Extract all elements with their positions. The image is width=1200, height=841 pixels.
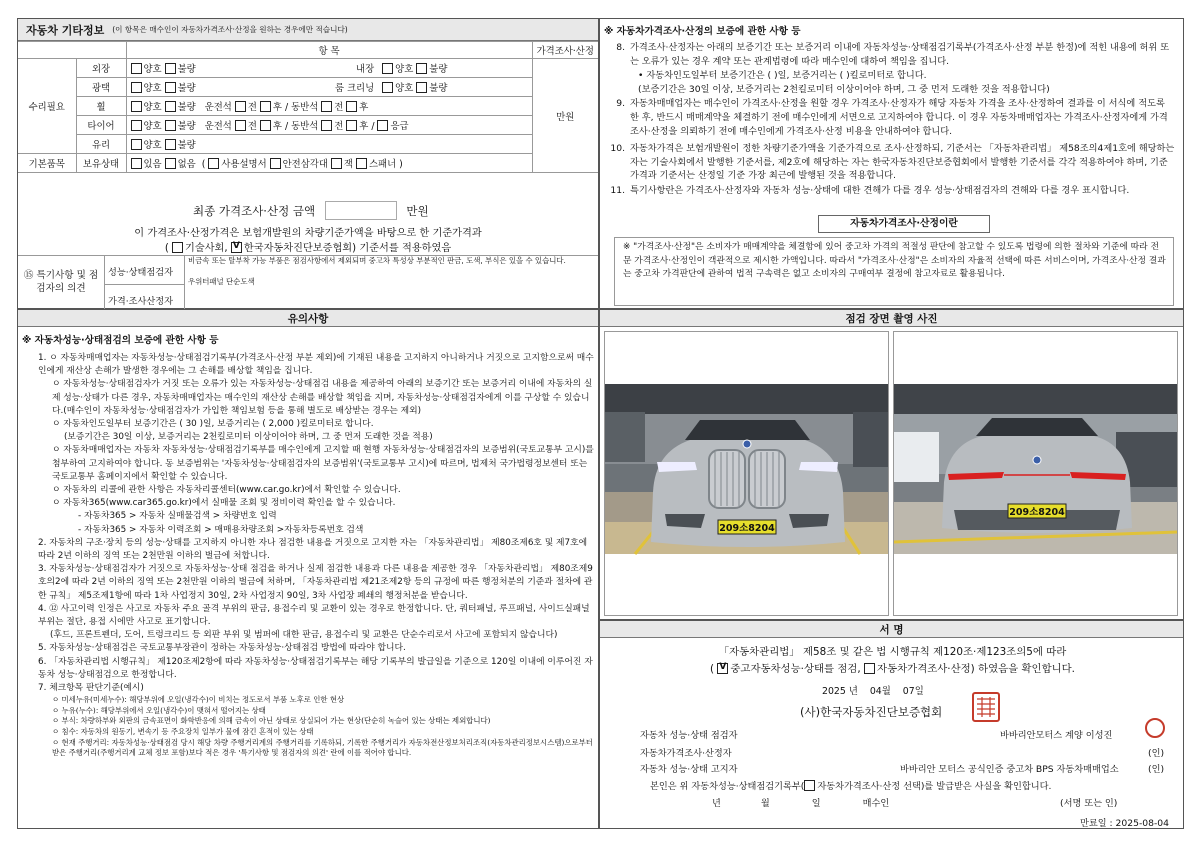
notifier-row: 자동차 성능·상태 고지자 (640, 764, 738, 775)
note-3: 3. 자동차성능·상태점검자가 거짓으로 자동차성능·상태 점검을 하거나 실제 점검한 내용과 다른 내용을 제공한 경우 「자동차관리법」 제80조제9호의2에 따라 2년 이하의 징역 또는 2천만원 이하의 벌금에 처하며, 「자동차관리법 제21조제2항 등의 규정에 따른 행정처분의 기준과 절차에 관한 규칙」 제5조제1항에 따라 1차 사업정지 30일, 2차 사업정지 90일, 3차 사업장 폐쇄의 행정처분을 받습니다. (38, 564, 593, 601)
signature-date: 2025 년 04월 07일 (822, 686, 924, 697)
row-wheel: 휠 (76, 97, 126, 116)
col-item-header: 항 목 (126, 42, 532, 59)
checkbox-spanner[interactable] (356, 158, 367, 169)
checkbox-triangle[interactable] (270, 158, 281, 169)
perf-inspector-row: 자동차 성능·상태 점검자 (640, 730, 738, 741)
car-rear-image (894, 332, 1177, 615)
checkbox-exterior-bad[interactable] (165, 63, 176, 74)
basis-line-1: 이 가격조사·산정가격은 보험개발원의 차량기준가액을 바탕으로 한 기준가격과 (134, 228, 482, 239)
association-name: (사)한국자동차진단보증협회 (800, 705, 943, 719)
photo-section (599, 309, 1184, 620)
note-1-3-sub: (보증기간은 30일 이상, 보증거리는 2천킬로미터 이상이어야 하며, 그 중 먼저 도래한 것을 적용) (64, 432, 433, 443)
checkbox-gisulsa[interactable] (172, 242, 183, 253)
note-4-sub: (후드, 프론트펜더, 도어, 트렁크리드 등 외판 부위 및 범퍼에 대한 판금, 용접수리 및 교환은 단순수리로서 사고에 포함되지 않습니다) (50, 630, 558, 641)
front-plate: 209소8204 (719, 523, 775, 534)
checkbox-price-assessment[interactable] (864, 663, 875, 674)
checkbox-room-bad[interactable] (416, 82, 427, 93)
checkbox-kadaa[interactable] (231, 242, 242, 253)
final-price-label: 최종 가격조사·산정 금액 (193, 204, 316, 218)
note-1-4: ㅇ 자동차매매업자는 자동차 자동차성능·상태점검기록부를 매수인에게 고지할 때 현행 자동차성능·상태점검자의 보증범위(국토교통부 고시)를 첨부하여 고지하여야 합니다. 동 보증범위는 '자동차성능·상태점검자의 보증범위'(국토교통부 고시)에 따르며, 법제처 국가법령정보센터 또는 국토교통부 홈페이지에서 확인할 수 있습니다. (52, 445, 594, 482)
checkbox-gloss-good[interactable] (131, 82, 142, 93)
row-tire: 타이어 (76, 116, 126, 135)
row-interior: 내장 (280, 59, 378, 78)
checkbox-wheel-passenger-rear[interactable] (346, 101, 357, 112)
etc-info-subtitle: (이 항목은 매수인이 자동차가격조사·산정을 원하는 경우에만 적습니다) (112, 25, 348, 34)
checkbox-wheel-driver-rear[interactable] (260, 101, 271, 112)
checkbox-wheel-passenger-front[interactable] (321, 101, 332, 112)
price-assessor-row: 자동차가격조사·산정자 (640, 748, 732, 759)
checkbox-gloss-bad[interactable] (165, 82, 176, 93)
checkbox-interior-bad[interactable] (416, 63, 427, 74)
checkbox-wheel-bad[interactable] (165, 101, 176, 112)
buyer-label: 매수인 (862, 798, 890, 809)
note-4: 4. ⑫ 사고이력 인정은 사고로 자동차 주요 골격 부위의 판금, 용접수리 및 교환이 있는 경우로 한정합니다. 단, 쿼터패널, 루프패널, 사이드실패널 부위는 절단, 용접 시에만 사고로 표기합니다. (38, 603, 590, 628)
notes-section (17, 309, 599, 829)
special-notes (18, 255, 598, 309)
checkbox-tire-passenger-rear[interactable] (346, 120, 357, 131)
expiry-date: 만료일 : 2025-08-04 (1080, 818, 1169, 829)
etc-info-section (17, 18, 599, 309)
criterion-leak: ㅇ 누유(누수): 해당부위에서 오일(냉각수)이 맺혀서 떨어지는 상태 (52, 705, 266, 715)
guarantee-item-8: 가격조사·산정자는 아래의 보증기간 또는 보증거리 이내에 자동차성능·상태점검기록부(가격조사·산정 부분 한정)에 적힌 내용에 허위 또는 오류가 있는 경우 계약 또는 관계법령에 따라 매수인에 대하여 책임을 집니다. (630, 42, 1170, 67)
criterion-mileage: ㅇ 현재 주행거리: 자동차성능·상태점검 당시 해당 차량 주행거리계의 주행거리를 기록하되, 기록한 주행거리가 자동차전산정보처리조직(자동차관리정보시스템)으로부터 받은 주행거리(주행거리계 교체 정보 포함)보다 적은 경우 '특기사항 및 점검자의 의견' 란에 이를 적어야 합니다. (52, 737, 593, 758)
checkbox-possession-none[interactable] (165, 158, 176, 169)
checkbox-jack[interactable] (331, 158, 342, 169)
checkbox-possession-have[interactable] (131, 158, 142, 169)
guarantee-item-8-note: (보증기간은 30일 이상, 보증거리는 2천킬로미터 이상이어야 하며, 그 중 먼저 도래한 것을 적용합니다) (638, 83, 1050, 95)
notes-subtitle: ※ 자동차성능·상태점검의 보증에 관한 사항 등 (22, 335, 219, 346)
price-assessment-definition-title: 자동차가격조사·산정이란 (818, 215, 990, 233)
signature-confirm-line: ( V중고자동차성능·상태를 점검, 자동차가격조사·산정) 하였음을 확인합니다. (600, 660, 1185, 675)
guarantee-item-10: 자동차가격은 보험개발원이 정한 차량기준가액을 기준가격으로 조사·산정하되, 기준서는 「자동차관리법」 제58조의4제1호에 해당하는 자는 기술사회에서 발행한 기준서를, 제2호에 해당하는 자는 한국자동차진단보증협회에서 발행한 기준서를 각각 적용하여야 하며, 기준가격과 기준서는 산정일 기준 가장 최근에 발행된 것을 적용합니다. (630, 143, 1175, 182)
col-price-header: 가격조사·산정 (532, 42, 598, 59)
buyer-signature: (서명 또는 인) (1060, 798, 1118, 809)
rear-plate: 209소8204 (1009, 507, 1065, 518)
perf-inspector-name: 바바리안모터스 계양 이성진 (1000, 730, 1113, 741)
note-7: 7. 체크항목 판단기준(예시) (38, 683, 144, 694)
category-repair: 수리필요 (18, 59, 76, 154)
final-price-row (193, 201, 429, 220)
note-1-5: ㅇ 자동차의 리콜에 관한 사항은 자동차리콜센터(www.car.go.kr)에서 확인할 수 있습니다. (52, 485, 401, 496)
final-price-input[interactable] (325, 201, 397, 220)
perf-inspector-note: 우위터패널 단순도색 (188, 277, 255, 286)
price-guarantee-section (599, 18, 1184, 309)
price-guarantee-title: ※ 자동차가격조사·산정의 보증에 관한 사항 등 (604, 26, 801, 37)
guarantee-item-11: 특기사항란은 가격조사·산정자와 자동차 성능·상태에 대한 견해가 다를 경우 성능·상태점검자의 견해와 다를 경우 표시합니다. (630, 184, 1130, 196)
price-unit: 만원 (532, 59, 598, 173)
checkbox-wheel-good[interactable] (131, 101, 142, 112)
checkbox-tire-driver-front[interactable] (235, 120, 246, 131)
category-basic: 기본품목 (18, 154, 76, 173)
note-1-6a: - 자동차365 > 자동차 실매물검색 > 차량번호 입력 (78, 511, 277, 522)
row-possession: 보유상태 (76, 154, 126, 173)
price-assessor-seal-mark: (인) (1148, 748, 1165, 759)
buyer-confirm-line: 본인은 위 자동차성능·상태점검기록부( 자동차가격조사·산정 선택)를 발급받은 사실을 확인합니다. (650, 781, 1052, 792)
checkbox-tire-emergency[interactable] (377, 120, 388, 131)
inspector-seal (1145, 718, 1165, 738)
note-1-6: ㅇ 자동차365(www.car365.go.kr)에서 실매물 조회 및 정비이력 확인을 할 수 있습니다. (52, 498, 396, 509)
checkbox-manual[interactable] (208, 158, 219, 169)
notifier-seal-mark: (인) (1148, 764, 1165, 775)
etc-info-header (18, 19, 598, 41)
price-assessment-definition: ※ "가격조사·산정"은 소비자가 매매계약을 체결함에 있어 중고차 가격의 적절성 판단에 참고할 수 있도록 법령에 의한 절차와 기준에 따라 전문 가격조사·산정인이 객관적으로 제시한 가액입니다. 따라서 "가격조사·산정"은 소비자의 자율적 선택에 따른 서비스이며, 가격조사·산정 결과는 중고차 가격판단에 관하여 법적 구속력은 없고 소비자의 구매여부 결정에 참고자료로 활용됩니다. (614, 237, 1174, 306)
photo-front (604, 331, 889, 616)
signature-title: 서 명 (879, 623, 904, 636)
guarantee-item-9: 자동차매매업자는 매수인이 가격조사·산정을 원할 경우 가격조사·산정자가 해당 자동차 가격을 조사·산정하여 결과를 이 서식에 적도록 한 후, 반드시 매매계약을 체결하기 전에 매수인에게 서면으로 고지하여야 합니다. 이 경우 자동차매매업자는 가격조사·산정자에게 가격조사·산정을 의뢰하기 전에 매수인에게 가격조사·산정 비용을 안내하여야 합니다. (630, 98, 1168, 137)
photo-title: 점검 장면 촬영 사진 (845, 312, 938, 325)
photo-header (600, 310, 1183, 327)
checkbox-interior-good[interactable] (382, 63, 393, 74)
price-assessor-label: 가격·조사산정자 (105, 285, 185, 310)
note-1-6b: - 자동차365 > 자동차 이력조회 > 매매용차량조회 >자동차등록번호 검색 (78, 524, 364, 535)
special-label: ⑮ 특기사항 및 점검자의 의견 (18, 256, 105, 310)
criterion-corrosion: ㅇ 부식: 차량하부와 외판의 금속표면이 화학반응에 의해 금속이 아닌 상태로 상실되어 가는 현상(단순히 녹슬어 있는 상태는 제외합니다) (52, 716, 491, 726)
checkbox-buyer-price-assessment[interactable] (804, 780, 815, 791)
row-exterior: 외장 (76, 59, 126, 78)
note-6: 6. 「자동차관리법 시행규칙」 제120조제2항에 따라 자동차성능·상태점검기록부는 해당 기록부의 발급일을 기준으로 120일 이내에 이루어진 자동차 성능·상태점검으로 한정합니다. (38, 656, 593, 680)
etc-info-table: 항 목 가격조사·산정 수리필요 외장 양호 불량 내장 양호 불량 만원 광택 양호 불량 룸 크리닝 양호 불량 휠 양호 불량 운전석 전 후 / 동반석 전 후 타이어 양호 불량 운전석 전 후 / 동반석 전 후 / 응급 유리 양호 불량 기본품목 보유상태 있음 없음 ( 사용설명서 안전삼각대 잭 스패너 ) (18, 41, 598, 173)
row-gloss: 광택 (76, 78, 126, 97)
signature-header (600, 621, 1183, 638)
price-guarantee-items: 8. 가격조사·산정자는 아래의 보증기간 또는 보증거리 이내에 자동차성능·상태점검기록부(가격조사·산정 부분 한정)에 적힌 내용에 허위 또는 오류가 있는 경우 계약 또는 관계법령에 따라 매수인에 대하여 책임을 집니다. • 자동차인도일부터 보증기간은 ( )일, 보증거리는 ( )킬로미터로 합니다. (보증기간은 30일 이상, 보증거리는 2천킬로미터 이상이어야 하며, 그 중 먼저 도래한 것을 적용합니다) 9. 자동차매매업자는 매수인이 가격조사·산정을 원할 경우 가격조사·산정자가 해당 자동차 가격을 조사·산정하여 결과를 이 서식에 적도록 한 후, 반드시 매매계약을 체결하기 전에 매수인에게 서면으로 고지하여야 합니다. 이 경우 자동차매매업자는 가격조사·산정자에게 가격조사·산정을 의뢰하기 전에 매수인에게 가격조사·산정 비용을 안내하여야 합니다. 10. 자동차가격은 보험개발원이 정한 차량기준가액을 기준가격으로 조사·산정하되, 기준서는 「자동차관리법」 제58조의4제1호에 해당하는 자는 기술사회에서 발행한 기준서를, 제2호에 해당하는 자는 한국자동차진단보증협회에서 발행한 기준서를 각각 적용하여야 하며, 기준가격과 기준서는 산정일 기준 가장 최근에 발행된 것을 적용합니다. 11. 특기사항란은 가격조사·산정자와 자동차 성능·상태에 대한 견해가 다를 경우 성능·상태점검자의 견해와 다를 경우 표시합니다. (608, 41, 1176, 198)
notes-body (38, 352, 594, 759)
row-glass: 유리 (76, 135, 126, 154)
note-2: 2. 자동차의 구조·장치 등의 성능·상태를 고지하지 아니한 자나 점검한 내용을 거짓으로 고지한 자는 「자동차관리법」 제80조제6호 및 제7호에 따라 2년 이하의 징역 또는 2천만원 이하의 벌금에 처합니다. (38, 537, 588, 562)
criterion-flood: ㅇ 침수: 자동차의 원동기, 변속기 등 주요장치 일부가 물에 잠긴 흔적이 있는 상태 (52, 727, 314, 737)
notes-header (18, 310, 598, 327)
perf-inspector-opinion: 비금속 또는 탈부착 가능 부품은 점검사항에서 제외되며 중고차 특성상 부분적인 판금, 도색, 부식은 있을 수 있습니다. (188, 256, 566, 265)
checkbox-perf-inspection[interactable] (717, 663, 728, 674)
checkbox-wheel-driver-front[interactable] (235, 101, 246, 112)
note-5: 5. 자동차성능·상태점검은 국토교통부장관이 정하는 자동차성능·상태점검 방법에 따라야 합니다. (38, 643, 406, 654)
checkbox-glass-good[interactable] (131, 139, 142, 150)
checkbox-room-good[interactable] (382, 82, 393, 93)
checkbox-tire-good[interactable] (131, 120, 142, 131)
note-1-2: ㅇ 자동차성능·상태점검자가 거짓 또는 오류가 있는 자동차성능·상태점검 내용을 제공하여 아래의 보증기간 또는 보증거리 이내에 자동차의 실제 성능·상태가 다른 경우, 자동차매매업자는 매수인의 재산상 손해를 배상할 책임을 지며, 자동차성능·상태점검자에게 이를 구상할 수 있습니다.(매수인이 자동차성능·상태점검자가 가입한 책임보험 등을 통해 별도로 배상받는 경우는 제외) (52, 379, 593, 416)
note-1: 1. ㅇ 자동차매매업자는 자동차성능·상태점검기록부(가격조사·산정 부분 제외)에 기재된 내용을 고지하지 아니하거나 거짓으로 고지함으로써 매수인에게 재산상 손해가 발생한 경우에는 그 손해를 배상할 책임을 집니다. (38, 353, 594, 377)
final-price-unit: 만원 (406, 204, 429, 218)
association-seal (972, 692, 1000, 722)
signature-law-line: 「자동차관리법」 제58조 및 같은 법 시행규칙 제120조·제123조의5에 따라 (718, 646, 1067, 658)
guarantee-item-8-period: • 자동차인도일부터 보증기간은 ( )일, 보증거리는 ( )킬로미터로 합니다. (638, 70, 927, 82)
etc-info-title: 자동차 기타정보 (26, 23, 105, 37)
checkbox-tire-bad[interactable] (165, 120, 176, 131)
notes-title: 유의사항 (287, 312, 329, 325)
checkbox-exterior-good[interactable] (131, 63, 142, 74)
criterion-minor-leak: ㅇ 미세누유(미세누수): 해당부위에 오일(냉각수)이 비치는 정도로서 부품 노후로 인한 현상 (52, 695, 345, 705)
note-1-3: ㅇ 자동차인도일부터 보증기간은 ( 30 )일, 보증거리는 ( 2,000 )킬로미터로 합니다. (52, 419, 374, 430)
car-front-image (605, 332, 888, 615)
perf-inspector-label: 성능·상태점검자 (105, 256, 185, 285)
checkbox-tire-passenger-front[interactable] (321, 120, 332, 131)
row-room-cleaning: 룸 크리닝 (280, 78, 378, 97)
checkbox-glass-bad[interactable] (165, 139, 176, 150)
notifier-name: 바바리안 모터스 공식인증 중고차 BPS 자동차매매업소 (900, 764, 1119, 775)
signature-section (599, 620, 1184, 829)
checkbox-tire-driver-rear[interactable] (260, 120, 271, 131)
buyer-date-row: 년 월 일 매수인 (712, 798, 890, 809)
basis-line-2: ( 기술사회, V 한국자동차진단보증협회) 기준서를 적용하였음 (18, 239, 598, 254)
photo-rear (893, 331, 1178, 616)
